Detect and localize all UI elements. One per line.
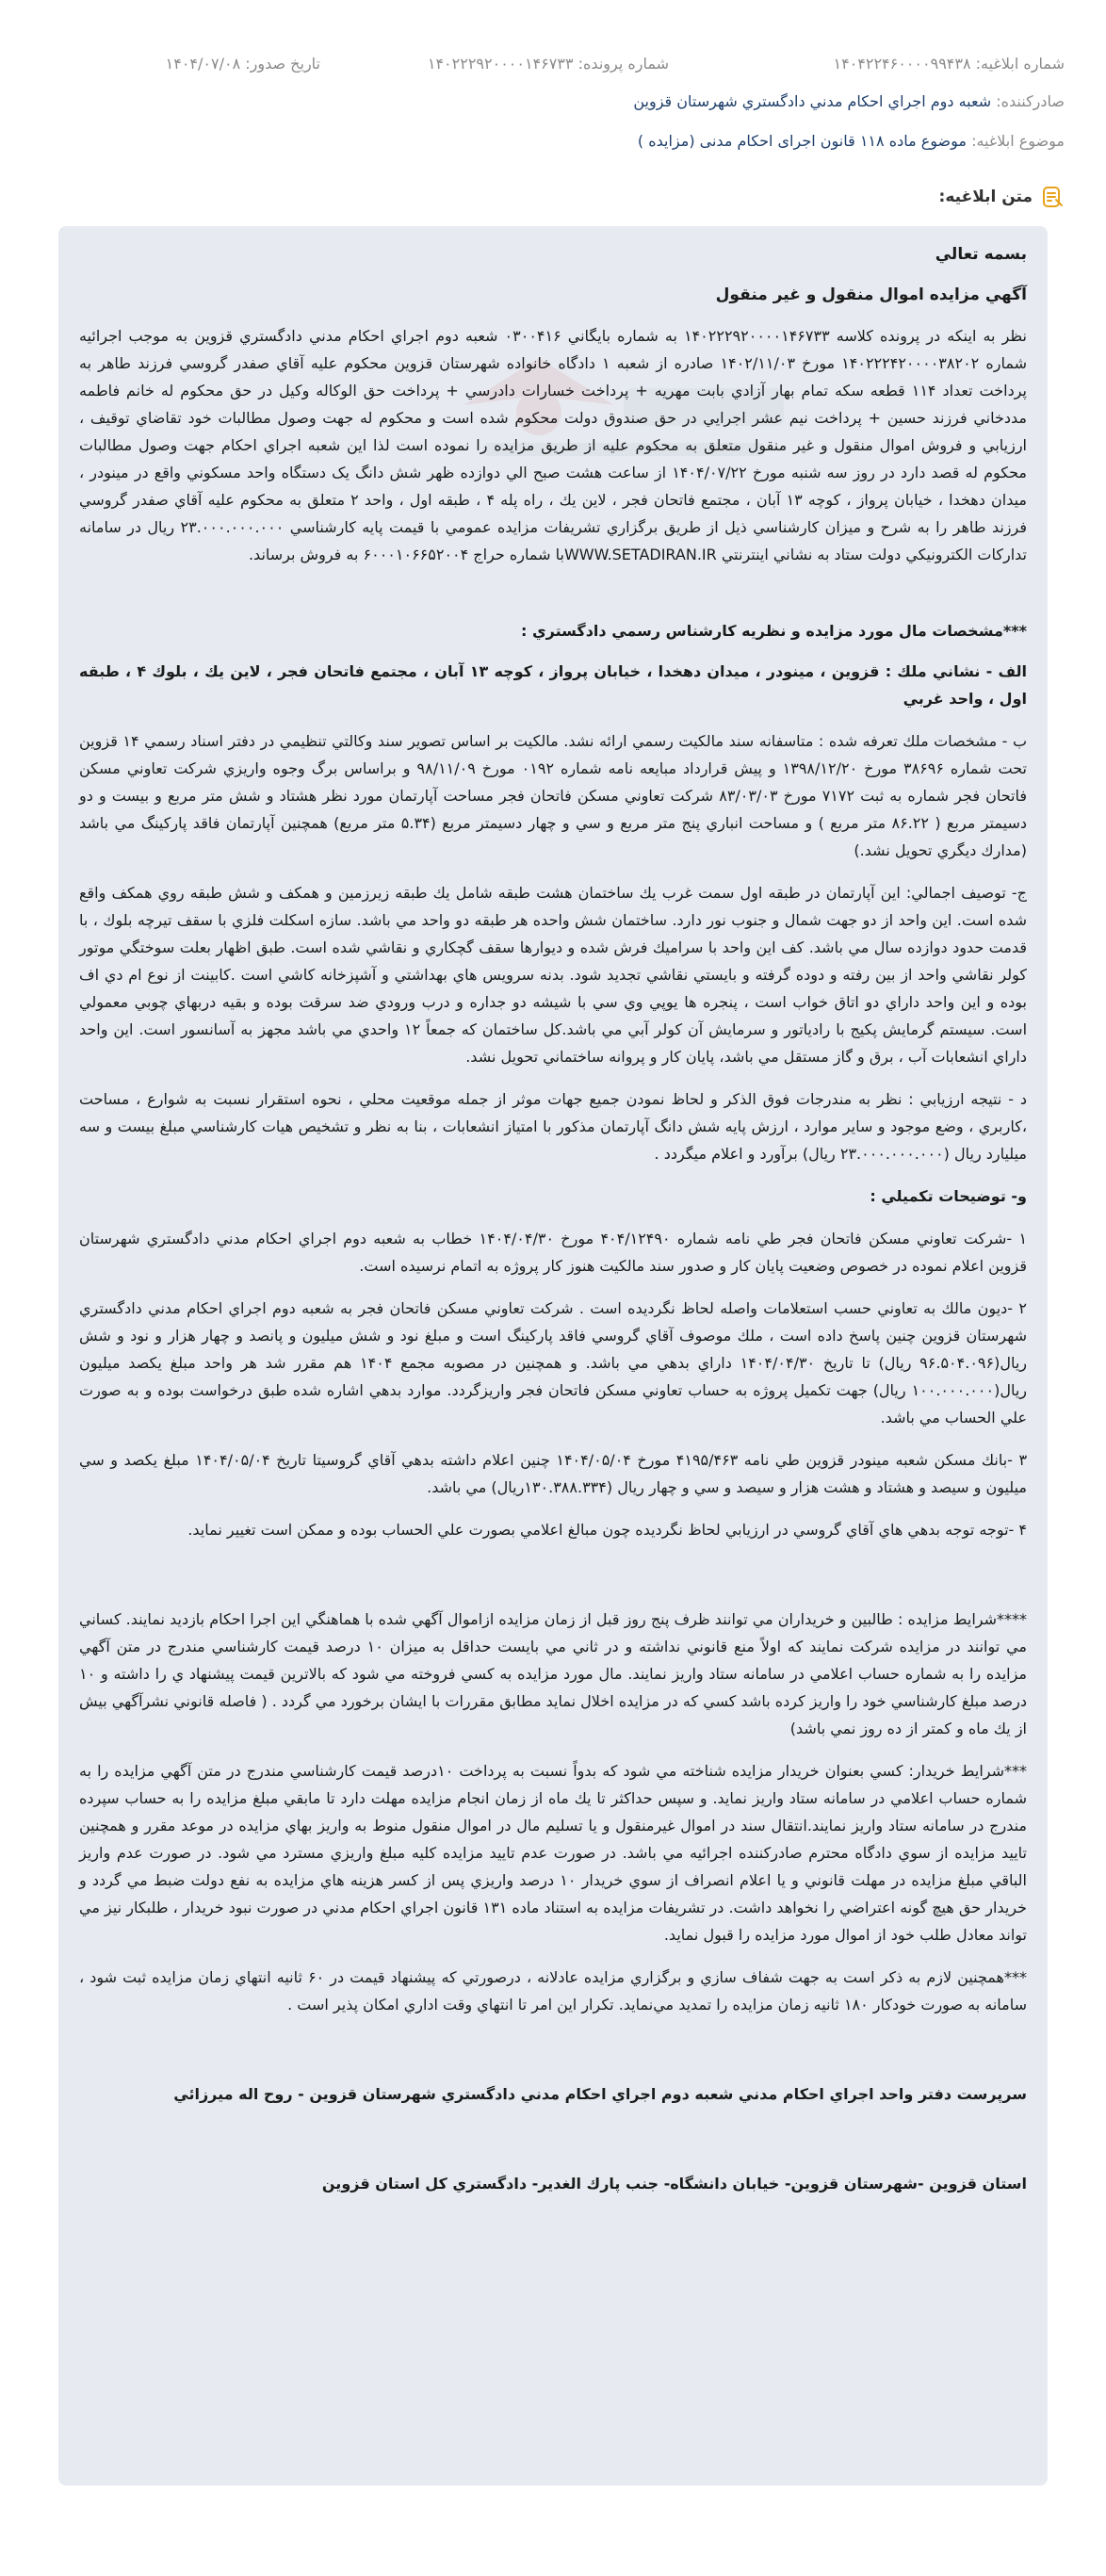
issue-date-value: ۱۴۰۴/۰۷/۰۸ xyxy=(165,55,241,73)
auction-title: آگهي مزايده اموال منقول و غير منقول xyxy=(715,285,1027,304)
notice-text-title: متن ابلاغیه: xyxy=(938,187,1033,206)
subject-value: موضوع ماده ۱۱۸ قانون اجرای احکام مدنی (مزایده ) xyxy=(637,132,967,150)
notice-number-label: شماره ابلاغیه: xyxy=(975,55,1065,73)
auction-conditions: ****شرايط مزايده : طالبين و خريداران مي توانند ظرف پنج روز قبل از زمان مزايده ازاموال آگهي شده با هماهنگي اين اجرا احكام بازديد نمايند. كساني مي توانند در مزايده شركت نمايند كه اولاً منع قانوني نداشته و در ثاني مي بايست حداقل به ميزان ۱۰ درصد قيمت كارشناسي مندرج در متن آگهي مزايده را به شماره حساب اعلامي در سامانه ستاد واريز نمايند. مال مورد مزايده به كسي فروخته مي شود كه بالاترين قيمت پيشنهاد ي را داشته و ۱۰ درصد مبلغ كارشناسي خود را واريز كرده باشد كسي كه در مزايده اخلال نمايد مطابق مقررات با ايشان برخورد مي گردد . ( فاصله قانوني نشرآگهي بيش از يك ماه و كمتر از ده روز نمي باشد) xyxy=(79,1610,1028,1737)
intro-paragraph: نظر به اينكه در پرونده كلاسه ۱۴۰۲۲۲۹۲۰۰۰۰۱۴۶۷۳۳ به شماره بايگاني ۰۳۰۰۴۱۶ شعبه دوم اجراي احكام مدني دادگستري قزوين به موجب اجرائيه شماره ۱۴۰۲۲۲۴۲۰۰۰۰۳۸۲۰۲ مورخ ۱۴۰۲/۱۱/۰۳ صادره از شعبه ۱ دادگاه خانواده شهرستان قزوين محكوم عليه آقاي صفدر گروسي فرزند طاهر به پرداخت تعداد ۱۱۴ قطعه سكه تمام بهار آزادي بابت مهريه + پرداخت خسارات دادرسي + پرداخت حق الوكاله وكيل در حق محكوم له خانم فاطمه مددخاني فرزند حسين + پرداخت نيم عشر اجرايي در حق صندوق دولت محكوم شده است و محكوم له جهت وصول مطالبات خود تقاضاي توقيف ، ارزيابي و فروش اموال منقول و غير منقول متعلق به محكوم عليه از طريق مزايده را نموده است لذا اين شعبه اجراي احكام جهت وصول مطالبات محكوم له قصد دارد در روز سه شنبه مورخ ۱۴۰۴/۰۷/۲۲ از ساعت هشت صبح الي دوازده ظهر شش دانگ يک دستگاه واحد مسكوني واقع در مينودر ، ميدان دهخدا ، خيابان پرواز ، كوچه ۱۳ آبان ، مجتمع فاتحان فجر ، لاين يك ، راه پله ۴ ، طبقه اول ، واحد ۲ متعلق به محكوم عليه آقاي صفدر گروسي فرزند طاهر را به شرح و ميزان كارشناسي ذيل از طريق برگزاري تشريفات مزايده عمومي با قيمت پايه كارشناسي ۲۳.۰۰۰.۰۰۰.۰۰۰ ريال در سامانه تداركات الكترونيكي دولت ستاد به نشاني اينترنتي WWW.SETADIRAN.IRبا شماره حراج ۶۰۰۰۱۰۶۶۵۲۰۰۴ به فروش برساند. xyxy=(79,327,1028,563)
notice-metadata xyxy=(0,0,1106,150)
bismillah-heading: بسمه تعالي xyxy=(935,245,1027,264)
subject-label: موضوع ابلاغیه: xyxy=(971,132,1065,150)
issue-date xyxy=(166,53,320,75)
notice-body xyxy=(79,241,1027,2197)
note-3: ۳ -بانك مسكن شعبه مينودر قزوين طي نامه ۴۱۹۵/۴۶۳ مورخ ۱۴۰۴/۰۵/۰۴ چنين اعلام داشته بدهي آقاي گروسيتا تاريخ ۱۴۰۴/۰۵/۰۴ مبلغ يكصد و سي ميليون و سيصد و هشتاد و هشت هزار و سيصد و سي و چهار ريال (۱۳۰.۳۸۸.۳۳۴ريال) مي باشد. xyxy=(79,1451,1028,1496)
issue-date-label: تاریخ صدور: xyxy=(245,55,320,73)
meta-row-subject xyxy=(41,130,1065,153)
notice-body-card xyxy=(58,226,1048,2486)
note-1: ۱ -شركت تعاوني مسكن فاتحان فجر طي نامه شماره ۴۰۴/۱۲۴۹۰ مورخ ۱۴۰۴/۰۴/۳۰ خطاب به شعبه دوم اجراي احكام مدني دادگستري شهرستان قزوين اعلام نموده در خصوص وضعيت پايان كار و صدور سند مالكيت هنوز كار پروژه به اتمام نرسيده است. xyxy=(79,1230,1028,1275)
buyer-conditions: ***شرايط خريدار: كسي بعنوان خريدار مزايده شناخته مي شود كه بدواً نسبت به پرداخت ۱۰درصد قيمت كارشناسي مندرج در متن آگهي مزايده را به شماره حساب اعلامي در سامانه ستاد واريز نمايد. و سپس حداكثر تا يك ماه از زمان انجام مزايده مهلت دارد تا مابقي مبلغ مزايده را به حساب سپرده مندرج در سامانه ستاد واريز نمايند.انتقال سند در اموال غيرمنقول و يا تسليم مال در اموال منقول منوط به واريز بهاي مزايده در موعد مقرر و همچنين تاييد مزايده از سوي دادگاه محترم صادركننده اجرائيه مي باشد. در صورت عدم تاييد مزايده كليه مبلغ واريزي مسترد مي شود. در صورت عدم واريز الباقي مبلغ مزايده در مهلت قانوني و يا اعلام انصراف از سوي خريدار ۱۰ درصد واريزي پس از كسر هزينه هاي مزايده به نفع دولت ضبط مي گردد و خريدار حق هيچ گونه اعتراضي را نخواهد داشت. در تشريفات مزايده به استناد ماده ۱۳۱ قانون اجراي احكام مدني در صورت نبود خريدار ، طلبكار نيز مي تواند معادل طلب خود از اموال مورد مزايده را قبول نمايد. xyxy=(79,1762,1028,1944)
notice-number xyxy=(833,53,1065,75)
valuation-result: د - نتيجه ارزيابي : نظر به مندرجات فوق الذكر و لحاظ نمودن جميع جهات موثر از جمله موقعيت محلي ، نحوه استقرار نسبت به شوارع ، مساحت ،كاربري ، وضع موجود و ساير موارد ، ارزش پايه شش دانگ آپارتمان مذكور با امتياز انشعابات ، بنا به نظر و تشخيص هيات كارشناسي مبلغ بيست و سه ميليارد ريال (۲۳.۰۰۰.۰۰۰.۰۰۰ ريال) برآورد و اعلام ميگردد . xyxy=(79,1090,1027,1163)
case-number xyxy=(428,53,669,75)
supplementary-heading: و- توضيحات تكميلي : xyxy=(870,1187,1027,1205)
issuer-label: صادرکننده: xyxy=(996,92,1065,110)
case-number-label: شماره پرونده: xyxy=(577,55,669,73)
notice-number-value: ۱۴۰۴۲۲۴۶۰۰۰۰۹۹۴۳۸ xyxy=(833,55,971,73)
note-2: ۲ -ديون مالك به تعاوني حسب استعلامات واصله لحاظ نگرديده است . شركت تعاوني مسكن فاتحان فجر به شعبه دوم اجراي احكام مدني دادگستري شهرستان قزوين چنين پاسخ داده است ، ملك موصوف آقاي گروسي فاقد پاركينگ است و مبلغ نود و شش ميليون و پانصد و چهار هزار و نود و شش ريال(۹۶.۵۰۴.۰۹۶ ريال) تا تاريخ ۱۴۰۴/۰۴/۳۰ داراي بدهي مي باشد. و همچنين در مصوبه مجمع ۱۴۰۴ هم مقرر شد هر واحد مبلغ يكصد ميليون ريال(۱۰۰.۰۰۰.۰۰۰ ريال) جهت تكميل پروژه به حساب تعاوني مسكن فاتحان فجر واريزگردد. موارد بدهي اشاره شده طبق درخواست بوده و به صورت علي الحساب مي باشد. xyxy=(79,1299,1028,1427)
document-icon xyxy=(1040,185,1065,209)
case-number-value: ۱۴۰۲۲۲۹۲۰۰۰۰۱۴۶۷۳۳ xyxy=(427,55,574,73)
property-description: ج- توصيف اجمالي: اين آپارتمان در طبقه اول سمت غرب يك ساختمان هشت طبقه شامل يك طبقه زيرزمين و همكف و شش طبقه روي همكف واقع شده است. اين واحد از دو جهت شمال و جنوب نور دارد. ساختمان شش واحده هر طبقه دو واحد مي باشد. سازه اسكلت فلزي با سقف تيرچه بلوك ، با قدمت حدود دوازده سال مي باشد. كف اين واحد با سراميك فرش شده و ديوارها سقف گچكاري و نقاشي شده است. طبق اظهار بعلت سوختگي موتور كولر نقاشي واحد از بين رفته و دوده گرفته و بايستي نقاشي تجديد شود. بدنه سرويس هاي بهداشتي و آشپزخانه كاشي است .كابينت از نوع ام دي اف بوده و اين واحد داراي دو اتاق خواب است ، پنجره ها يوپي وي سي با شيشه دو جداره و درب ورودي ضد سرقت بوده و بقيه دربهاي چوبي معمولي است. سيستم گرمايش پكيج با رادياتور و سرمايش آن كولر آبي مي باشد.كل ساختمان كه جمعاً ۱۲ واحدي مي باشد مجهز به آسانسور است. اين واحد داراي انشعابات آب ، برق و گاز مستقل مي باشد، پايان كار و پروانه ساختماني تحويل نشد. xyxy=(79,884,1028,1066)
time-extension-note: ***همچنين لازم به ذكر است به جهت شفاف سازي و برگزاري مزايده عادلانه ، درصورتي كه پيشنهاد قيمت در ۶۰ ثانيه انتهاي زمان مزايده ثبت شود ، سامانه به صورت خودكار ۱۸۰ ثانيه زمان مزايده را تمديد مي‌نمايد. تكرار اين امر تا انتهاي وقت اداري امكان پذير است . xyxy=(79,1968,1027,2014)
property-spec-heading: ***مشخصات مال مورد مزايده و نظريه كارشناس رسمي دادگستري : xyxy=(521,622,1027,640)
property-address: الف - نشاني ملك : قزوين ، مينودر ، ميدان دهخدا ، خيابان پرواز ، كوچه ۱۳ آبان ، مجتمع فاتحان فجر ، لاين يك ، بلوك ۴ ، طبقه اول ، واحد غربي xyxy=(79,662,1027,708)
notice-text-header xyxy=(939,185,1065,209)
signature-line: سرپرست دفتر واحد اجراي احكام مدني شعبه دوم اجراي احكام مدني دادگستري شهرستان قزوين - روح اله ميرزائي xyxy=(173,2085,1027,2103)
property-specification: ب - مشخصات ملك تعرفه شده : متاسفانه سند مالكيت رسمي ارائه نشد. مالكيت بر اساس تصوير سند وكالتي تنظيمي در دفتر اسناد رسمي ۱۴ قزوين تحت شماره ۳۸۶۹۶ مورخ ۱۳۹۸/۱۲/۲۰ و پيش قرارداد مبايعه نامه شماره ۰۱۹۲ مورخ ۹۸/۱۱/۰۹ و براساس برگ وجوه واريزي شركت تعاوني مسكن فاتحان فجر شماره به ثبت ۷۱۷۲ مورخ ۸۳/۰۳/۰۳ شركت تعاوني مسكن فاتحان فجر مساحت آپارتمان مورد نظر هشتاد و شش متر مربع و بيست و دو دسيمتر مربع ( ۸۶.۲۲ متر مربع ) و مساحت انباري پنج متر مربع و سي و چهار دسيمتر مربع (۵.۳۴ متر مربع) همچنين آپارتمان فاقد پاركينگ مي باشد (مدارك ديگري تحويل نشد.) xyxy=(79,732,1028,859)
office-address: استان قزوين -شهرستان قزوين- خيابان دانشگاه- جنب پارك الغدير- دادگستري كل استان قزوين xyxy=(321,2175,1027,2193)
meta-row-issuer xyxy=(41,90,1065,113)
note-4: ۴ -توجه توجه بدهي هاي آقاي گروسي در ارزيابي لحاظ نگرديده چون مبالغ اعلامي بصورت علي الحساب بوده و ممكن است تغيير نمايد. xyxy=(187,1521,1027,1539)
issuer-value: شعبه دوم اجراي احكام مدني دادگستري شهرستان قزوين xyxy=(633,92,992,110)
